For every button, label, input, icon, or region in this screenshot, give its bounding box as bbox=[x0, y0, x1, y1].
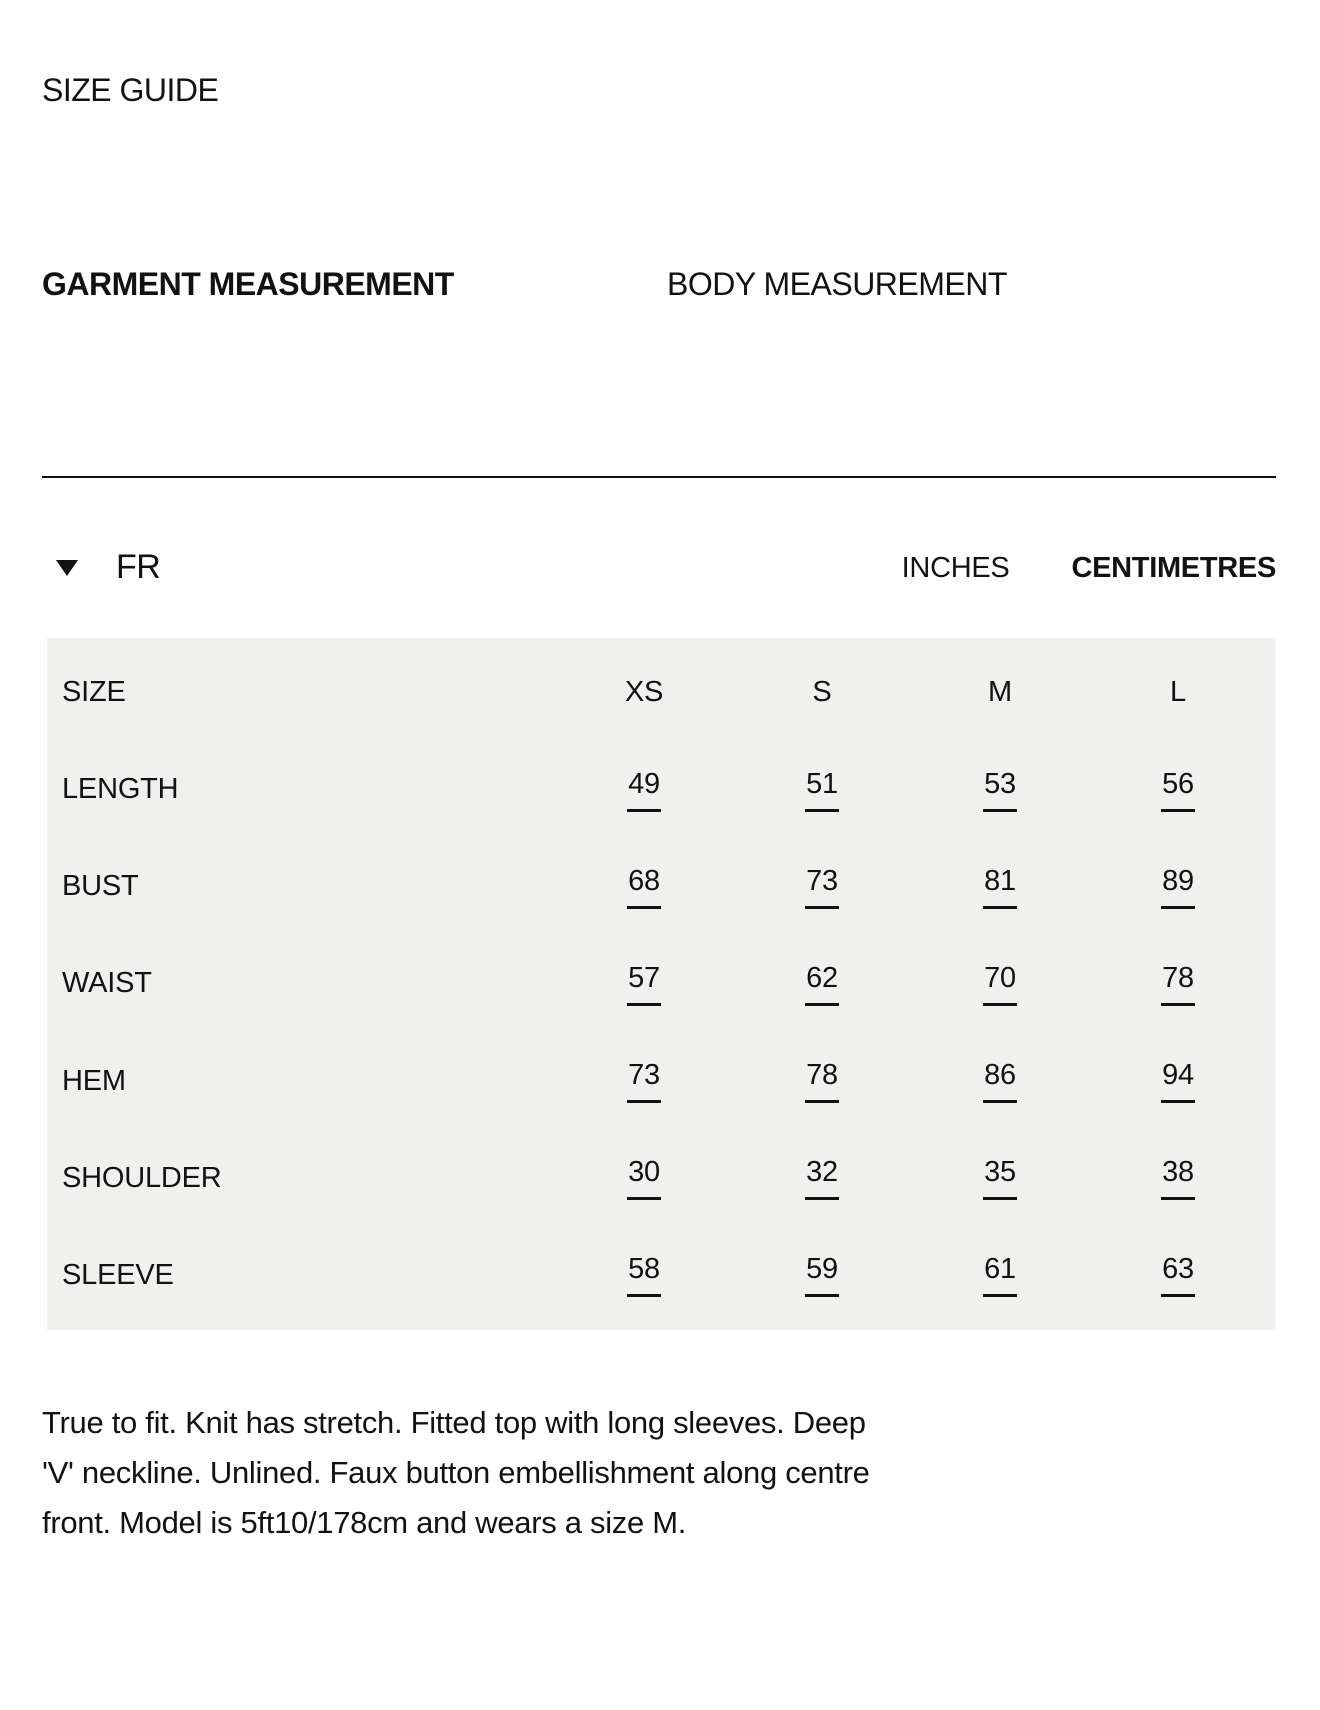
table-cell bbox=[555, 1156, 733, 1200]
row-label-shoulder: SHOULDER bbox=[62, 1161, 222, 1194]
table-cell bbox=[555, 768, 733, 812]
table-cell bbox=[733, 865, 911, 909]
region-dropdown-value: FR bbox=[116, 548, 161, 586]
caret-down-icon bbox=[56, 560, 78, 576]
size-column-header-xs: XS bbox=[624, 676, 664, 709]
measurement-value[interactable]: 61 bbox=[983, 1253, 1017, 1297]
table-cell bbox=[911, 1253, 1089, 1297]
measurement-value[interactable]: 73 bbox=[627, 1059, 661, 1103]
measurement-value[interactable]: 49 bbox=[627, 768, 661, 812]
measurement-value[interactable]: 35 bbox=[983, 1156, 1017, 1200]
table-cell bbox=[911, 1156, 1089, 1200]
fit-description bbox=[42, 1398, 870, 1548]
row-label-waist: WAIST bbox=[62, 967, 152, 1000]
measurement-value[interactable]: 53 bbox=[983, 768, 1017, 812]
table-cell bbox=[911, 768, 1089, 812]
measurement-value[interactable]: 38 bbox=[1161, 1156, 1195, 1200]
measurement-value[interactable]: 73 bbox=[805, 865, 839, 909]
measurement-value[interactable]: 78 bbox=[1161, 962, 1195, 1006]
tab-garment-measurement[interactable]: GARMENT MEASUREMENT bbox=[42, 266, 454, 302]
table-cell bbox=[1089, 962, 1267, 1006]
table-cell bbox=[733, 1253, 911, 1297]
table-cell bbox=[555, 962, 733, 1006]
table-cell bbox=[733, 768, 911, 812]
measurement-value[interactable]: 78 bbox=[805, 1059, 839, 1103]
table-cell bbox=[1089, 1059, 1267, 1103]
table-cell bbox=[911, 1059, 1089, 1103]
measurement-value[interactable]: 68 bbox=[627, 865, 661, 909]
tab-body-measurement[interactable]: BODY MEASUREMENT bbox=[667, 266, 1007, 302]
table-cell bbox=[733, 1156, 911, 1200]
table-cell bbox=[555, 1059, 733, 1103]
table-cell bbox=[1089, 865, 1267, 909]
measurement-value[interactable]: 51 bbox=[805, 768, 839, 812]
page-title: SIZE GUIDE bbox=[42, 72, 219, 108]
table-cell bbox=[733, 962, 911, 1006]
table-cell bbox=[911, 962, 1089, 1006]
row-label-hem: HEM bbox=[62, 1064, 126, 1097]
measurement-value[interactable]: 63 bbox=[1161, 1253, 1195, 1297]
measurement-value[interactable]: 56 bbox=[1161, 768, 1195, 812]
unit-centimetres[interactable]: CENTIMETRES bbox=[1071, 552, 1276, 584]
measurement-value[interactable]: 57 bbox=[627, 962, 661, 1006]
measurement-value[interactable]: 70 bbox=[983, 962, 1017, 1006]
measurement-value[interactable]: 89 bbox=[1161, 865, 1195, 909]
fit-description-line: 'V' neckline. Unlined. Faux button embellishment along centre bbox=[42, 1455, 870, 1490]
measurement-value[interactable]: 59 bbox=[805, 1253, 839, 1297]
measurement-value[interactable]: 30 bbox=[627, 1156, 661, 1200]
row-label-length: LENGTH bbox=[62, 773, 179, 806]
size-column-header-s: S bbox=[812, 676, 832, 709]
row-label-sleeve: SLEEVE bbox=[62, 1258, 174, 1291]
table-cell bbox=[1089, 1156, 1267, 1200]
measurement-value[interactable]: 62 bbox=[805, 962, 839, 1006]
table-cell bbox=[1089, 768, 1267, 812]
fit-description-line: front. Model is 5ft10/178cm and wears a size M. bbox=[42, 1505, 687, 1540]
measurement-value[interactable]: 81 bbox=[983, 865, 1017, 909]
unit-toggle bbox=[902, 552, 1276, 585]
size-column-header-l: L bbox=[1170, 676, 1186, 709]
table-cell bbox=[555, 1253, 733, 1297]
unit-inches[interactable]: INCHES bbox=[901, 552, 1010, 584]
table-cell bbox=[1089, 1253, 1267, 1297]
table-cell bbox=[733, 1059, 911, 1103]
table-cell bbox=[555, 865, 733, 909]
measurement-value[interactable]: 94 bbox=[1161, 1059, 1195, 1103]
size-column-header-m: M bbox=[988, 676, 1012, 709]
divider bbox=[42, 476, 1276, 478]
table-cell bbox=[911, 865, 1089, 909]
measurement-value[interactable]: 86 bbox=[983, 1059, 1017, 1103]
measurement-value[interactable]: 58 bbox=[627, 1253, 661, 1297]
measurement-value[interactable]: 32 bbox=[805, 1156, 839, 1200]
region-dropdown[interactable] bbox=[56, 548, 160, 587]
fit-description-line: True to fit. Knit has stretch. Fitted top with long sleeves. Deep bbox=[42, 1405, 866, 1440]
row-label-bust: BUST bbox=[62, 870, 139, 903]
measurement-table bbox=[47, 638, 1275, 1330]
table-header-size: SIZE bbox=[62, 676, 126, 709]
